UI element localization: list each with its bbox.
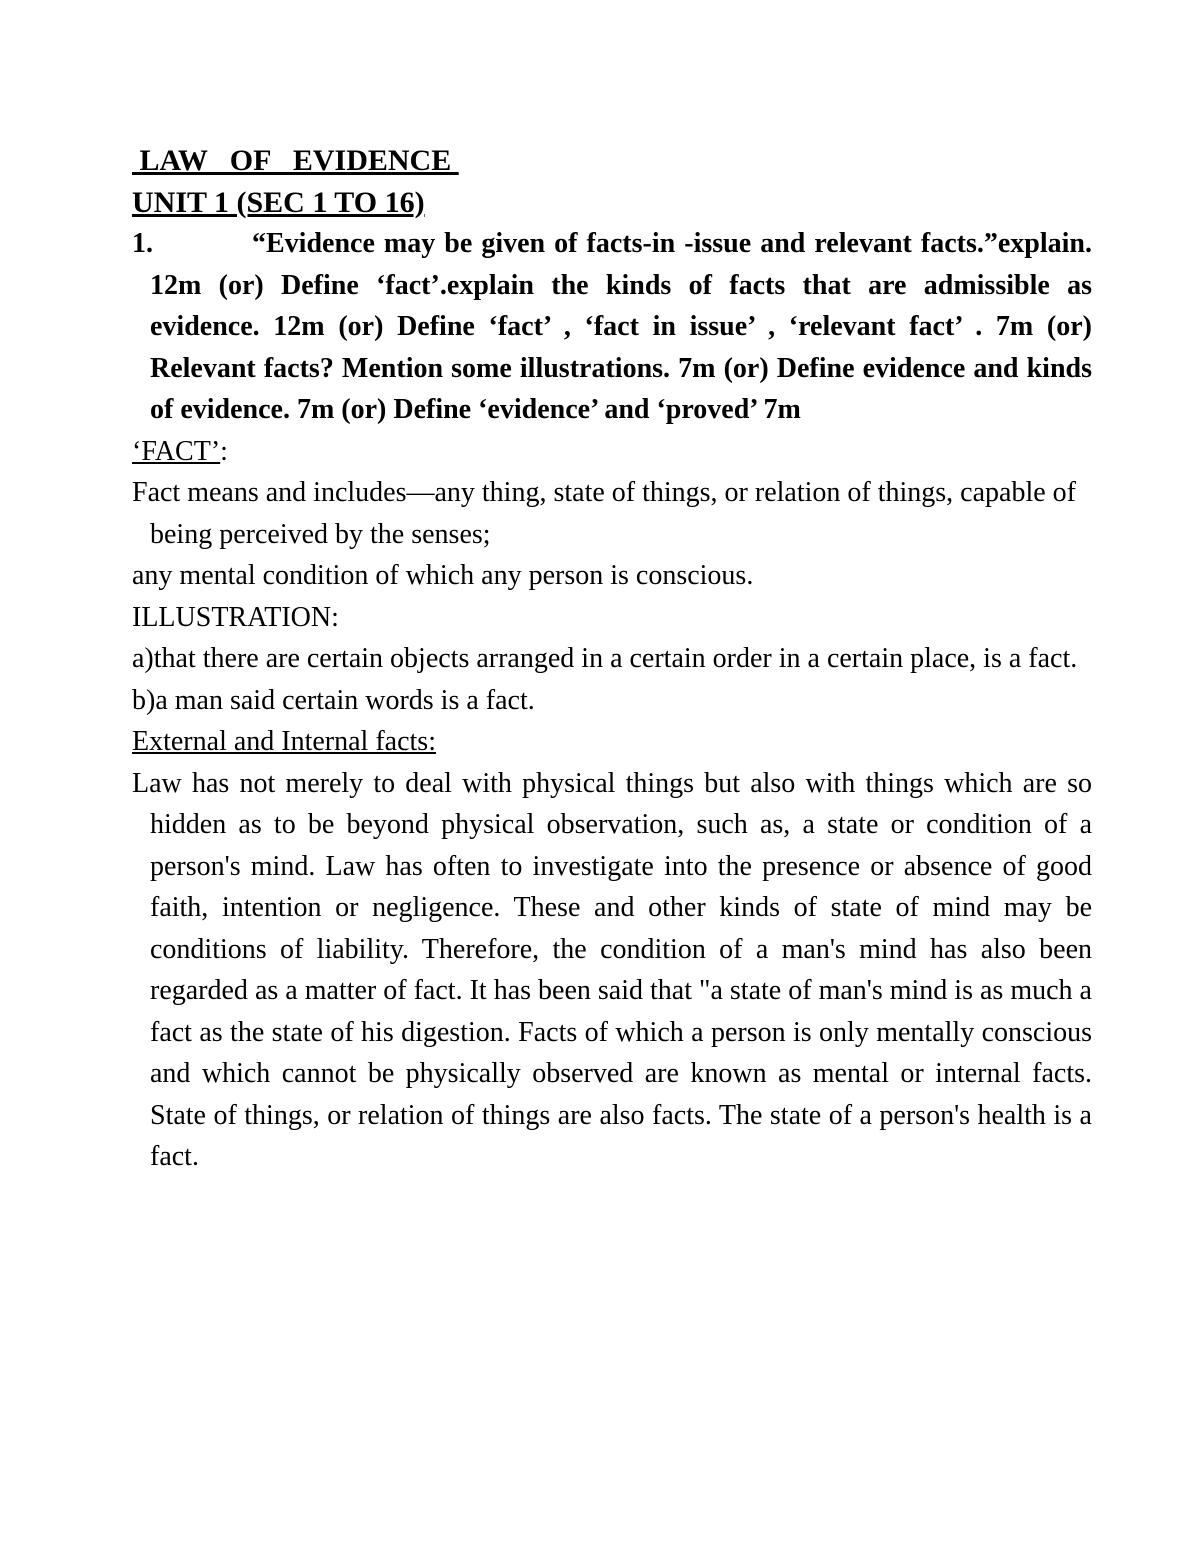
body-paragraph: Law has not merely to deal with physical things but also with things which are so hidden as to be beyond physical observation, such as, a state or condition of a person's mind. Law has often to investigate into the presence or absence of good faith, intention or negligence. These and other kinds of state of mind may be conditions of liability. Therefore, the condition of a man's mind has also been regarded as a matter of fact. It has been said that "a state of man's mind is as much a fact as the state of his digestion. Facts of which a person is only mentally conscious and which cannot be physically observed are known as mental or internal facts. State of things, or relation of things are also facts. The state of a person's health is a fact. [132, 767, 1092, 1172]
illustration-b: b)a man said certain words is a fact. [132, 684, 535, 716]
fact-definition: Fact means and includes—any thing, state of things, or relation of things, capable of being perceived by the senses; [132, 477, 1076, 550]
unit-heading: UNIT 1 (SEC 1 TO 16) [132, 185, 425, 219]
document-page [132, 140, 1092, 1178]
question-number: 1. [132, 228, 153, 259]
question-text: “Evidence may be given of facts-in -issue and relevant facts.”explain. 12m (or) Define ‘fact’.explain the kinds of facts that are admissible as evidence. 12m (or) Define ‘fact’ , ‘fact in issue’ , ‘relevant fact’ . 7m (or) Relevant facts? Mention some illustrations. 7m (or) Define evidence and kinds of evidence. 7m (or) Define ‘evidence’ and ‘proved’ 7m [150, 228, 1092, 425]
document-title: LAW OF EVIDENCE [132, 144, 459, 177]
fact-colon: : [220, 435, 228, 467]
mental-condition: any mental condition of which any person is conscious. [132, 560, 754, 591]
illustration-label: ILLUSTRATION: [132, 601, 339, 633]
illustration-a: a)that there are certain objects arranged in a certain order in a certain place, is a fact. [132, 643, 1078, 674]
fact-heading [132, 431, 1092, 473]
fact-label: ‘FACT’ [132, 435, 221, 467]
external-internal-heading: External and Internal facts: [132, 726, 436, 757]
question-1 [132, 223, 1092, 431]
